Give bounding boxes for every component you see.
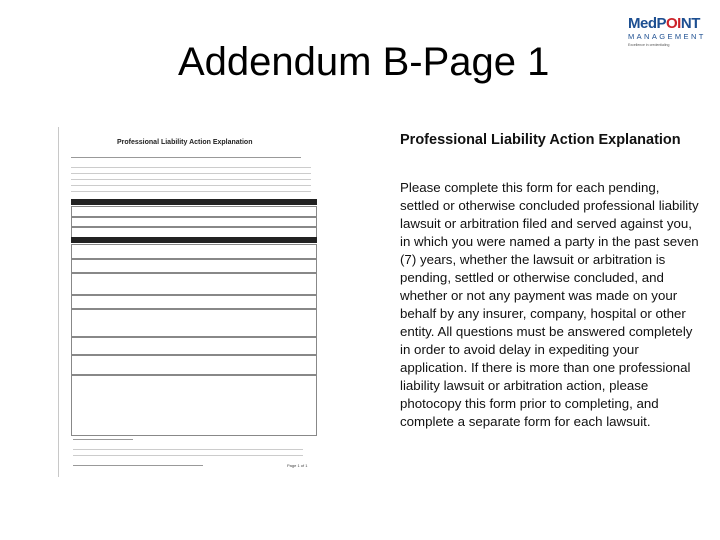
form-thumbnail-footer: Page 1 of 1 (287, 463, 308, 468)
description-heading: Professional Liability Action Explanation (400, 132, 681, 148)
medpoint-logo (628, 16, 712, 50)
logo-tagline: Excellence in credentialing (628, 43, 670, 47)
slide-title: Addendum B-Page 1 (178, 40, 550, 84)
logo-subtitle: MANAGEMENT (628, 32, 706, 41)
form-section-bar (71, 199, 317, 205)
form-thumbnail-image (58, 127, 317, 477)
description-body: Please complete this form for each pending, settled or otherwise concluded professional liability lawsuit or arbitration filed and served against you, in which you were named a party in the past seven (7) years, whether the lawsuit or arbitration is pending, settled or otherwise concluded, and whether or not any payment was made on your behalf by any insurer, company, hospital or other entity. All questions must be answered completely in order to avoid delay in expediting your application. If there is more than one professional liability lawsuit or arbitration action, please photocopy this form prior to completing, and complete a separate form for each lawsuit. (400, 180, 699, 429)
form-section-bar (71, 237, 317, 243)
logo-brand: MedPOINT (628, 15, 700, 32)
form-thumbnail-title: Professional Liability Action Explanation (117, 139, 253, 146)
